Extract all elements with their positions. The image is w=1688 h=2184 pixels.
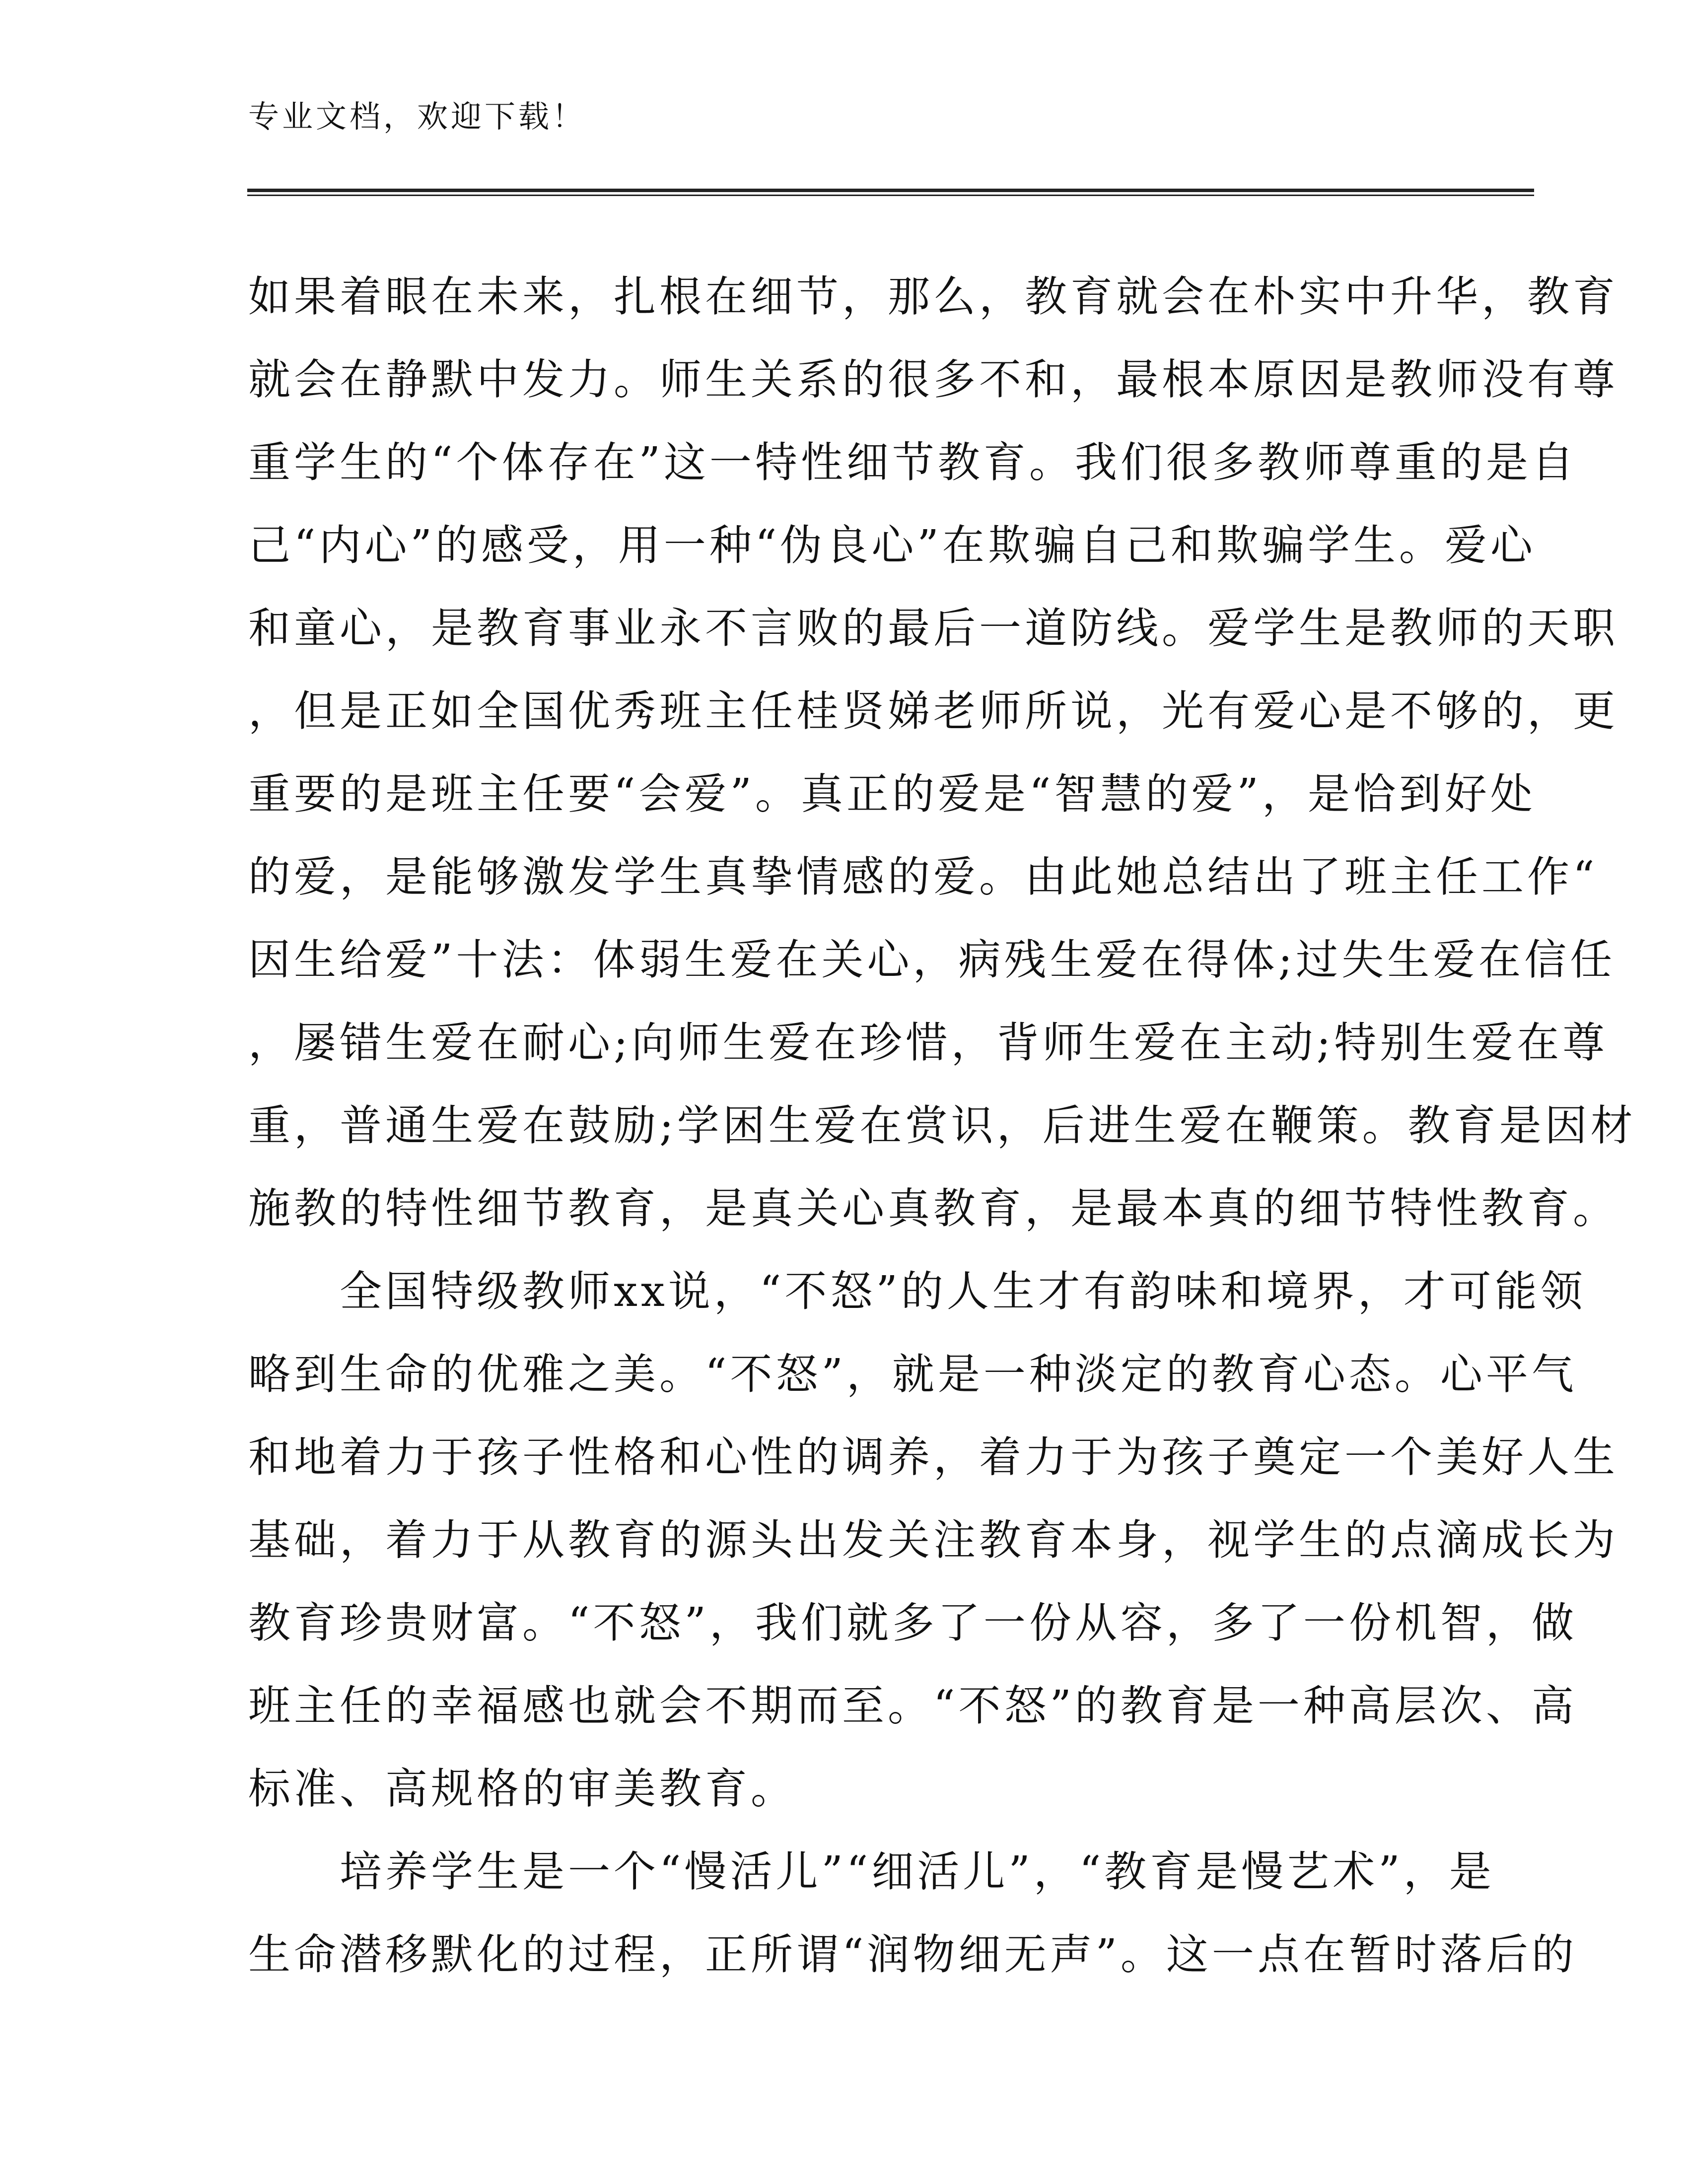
text-line: 因生给爱”十法：体弱生爱在关心，病残生爱在得体;过失生爱在信任	[248, 936, 1616, 985]
text-line: 培养学生是一个“慢活儿”“细活儿”，“教育是慢艺术”，是	[248, 1847, 1495, 1897]
text-line: 重要的是班主任要“会爱”。真正的爱是“智慧的爱”，是恰到好处	[248, 770, 1536, 819]
page-header: 专业文档，欢迎下载！	[248, 98, 586, 135]
document-body	[248, 256, 1636, 1996]
text-line: 就会在静默中发力。师生关系的很多不和，最根本原因是教师没有尊	[248, 355, 1619, 405]
text-line: 全国特级教师xx说，“不怒”的人生才有韵味和境界，才可能领	[248, 1267, 1586, 1316]
text-line: 的爱，是能够激发学生真挚情感的爱。由此她总结出了班主任工作“	[248, 853, 1598, 902]
text-line: 施教的特性细节教育，是真关心真教育，是最本真的细节特性教育。	[248, 1184, 1619, 1233]
text-line: ，屡错生爱在耐心;向师生爱在珍惜，背师生爱在主动;特别生爱在尊	[248, 1019, 1609, 1068]
text-line: ，但是正如全国优秀班主任桂贤娣老师所说，光有爱心是不够的，更	[248, 687, 1619, 736]
text-line: 和地着力于孩子性格和心性的调养，着力于为孩子奠定一个美好人生	[248, 1433, 1619, 1482]
text-line: 基础，着力于从教育的源头出发关注教育本身，视学生的点滴成长为	[248, 1516, 1619, 1565]
text-line: 重，普通生爱在鼓励;学困生爱在赏识，后进生爱在鞭策。教育是因材	[248, 1101, 1636, 1151]
header-divider-thick	[247, 189, 1534, 192]
text-line: 标准、高规格的审美教育。	[248, 1765, 797, 1814]
text-line: 略到生命的优雅之美。“不怒”，就是一种淡定的教育心态。心平气	[248, 1350, 1577, 1399]
text-line: 班主任的幸福感也就会不期而至。“不怒”的教育是一种高层次、高	[248, 1682, 1577, 1731]
text-line: 重学生的“个体存在”这一特性细节教育。我们很多教师尊重的是自	[248, 438, 1577, 487]
text-line: 己“内心”的感受，用一种“伪良心”在欺骗自己和欺骗学生。爱心	[248, 521, 1536, 570]
text-line: 和童心，是教育事业永不言败的最后一道防线。爱学生是教师的天职	[248, 604, 1619, 653]
header-divider-thin	[247, 195, 1534, 196]
text-line: 教育珍贵财富。“不怒”，我们就多了一份从容，多了一份机智，做	[248, 1599, 1577, 1648]
text-line: 生命潜移默化的过程，正所谓“润物细无声”。这一点在暂时落后的	[248, 1930, 1577, 1979]
text-line: 如果着眼在未来，扎根在细节，那么，教育就会在朴实中升华，教育	[248, 273, 1619, 322]
